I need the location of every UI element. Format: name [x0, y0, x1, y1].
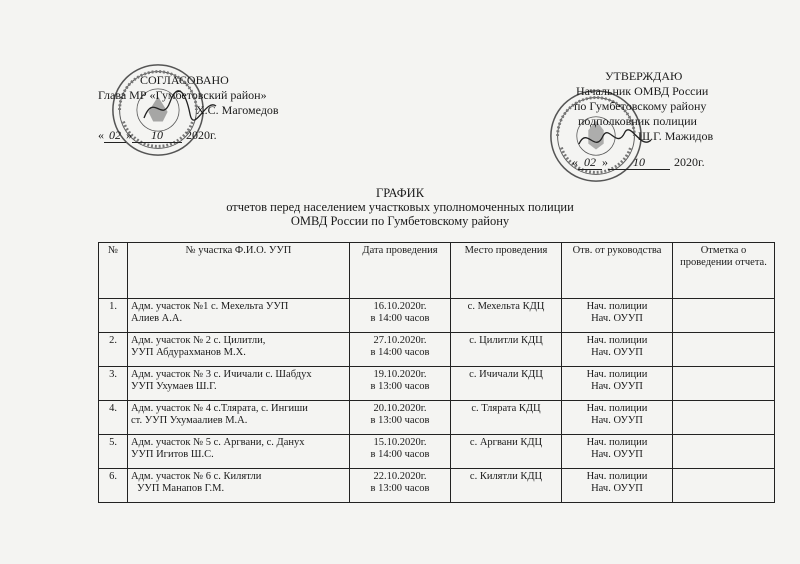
resp-line-1: Нач. полиции	[586, 403, 648, 414]
header-mark: Отметка о проведении отчета.	[673, 243, 775, 299]
date-year: 2020г.	[674, 155, 705, 169]
officer-line: ст. УУП Ухумаалиев М.А.	[131, 415, 248, 426]
row-date	[350, 435, 451, 469]
row-mark	[673, 469, 775, 503]
title-heading: ГРАФИК	[375, 186, 425, 200]
quote-open: «	[98, 128, 104, 142]
date-month: 10	[608, 155, 670, 170]
resp-line-1: Нач. полиции	[586, 437, 648, 448]
row-number: 1.	[99, 299, 128, 333]
time-line: в 13:00 часов	[370, 415, 430, 426]
title-department: ОМВД России по Гумбетовскому району	[290, 214, 510, 228]
approval-right-rank: подполковник полиции	[578, 114, 697, 128]
time-line: в 14:00 часов	[370, 347, 430, 358]
row-responsible	[562, 299, 673, 333]
approval-right-name: Ш.Г. Мажидов	[638, 129, 714, 143]
district-line: Адм. участок № 3 с. Ичичали с. Шабдух	[131, 369, 312, 380]
document-title	[0, 186, 800, 228]
row-district-officer	[128, 469, 350, 503]
resp-line-1: Нач. полиции	[586, 301, 648, 312]
row-number: 6.	[99, 469, 128, 503]
approval-right-date	[572, 155, 705, 170]
row-district-officer	[128, 367, 350, 401]
table-row	[99, 469, 775, 503]
resp-line-2: Нач. ОУУП	[591, 483, 643, 494]
row-responsible	[562, 469, 673, 503]
row-district-officer	[128, 401, 350, 435]
quote-close: »	[602, 155, 608, 169]
row-responsible	[562, 367, 673, 401]
header-date: Дата проведения	[350, 243, 451, 299]
table-header-row	[99, 243, 775, 299]
approval-left-date	[98, 128, 217, 143]
row-mark	[673, 333, 775, 367]
district-line: Адм. участок № 6 с. Килятли	[131, 471, 262, 482]
quote-open: «	[572, 155, 578, 169]
resp-line-2: Нач. ОУУП	[591, 313, 643, 324]
row-responsible	[562, 401, 673, 435]
row-place: с. Килятли КДЦ	[451, 469, 562, 503]
officer-line: Алиев А.А.	[131, 313, 183, 324]
row-place: с. Аргвани КДЦ	[451, 435, 562, 469]
date-line: 20.10.2020г.	[373, 403, 427, 414]
row-responsible	[562, 435, 673, 469]
header-responsible: Отв. от руководства	[562, 243, 673, 299]
table-row	[99, 435, 775, 469]
row-date	[350, 299, 451, 333]
approval-left-heading: СОГЛАСОВАНО	[140, 73, 229, 87]
date-line: 19.10.2020г.	[373, 369, 427, 380]
schedule-table	[98, 242, 775, 503]
header-number: №	[99, 243, 128, 299]
approval-left-position: Глава МР «Гумбетовский район»	[98, 88, 267, 102]
district-line: Адм. участок № 2 с. Цилитли,	[131, 335, 266, 346]
header-district-officer: № участка Ф.И.О. УУП	[128, 243, 350, 299]
row-place: с. Тлярата КДЦ	[451, 401, 562, 435]
row-district-officer	[128, 299, 350, 333]
row-responsible	[562, 333, 673, 367]
table-row	[99, 401, 775, 435]
district-line: Адм. участок №1 с. Мехельта УУП	[131, 301, 289, 312]
row-number: 3.	[99, 367, 128, 401]
row-mark	[673, 299, 775, 333]
date-line: 15.10.2020г.	[373, 437, 427, 448]
row-number: 4.	[99, 401, 128, 435]
time-line: в 13:00 часов	[370, 483, 430, 494]
time-line: в 14:00 часов	[370, 449, 430, 460]
row-number: 5.	[99, 435, 128, 469]
date-month: 10	[132, 128, 182, 143]
officer-line: УУП Игитов Ш.С.	[131, 449, 214, 460]
row-mark	[673, 435, 775, 469]
title-subtitle: отчетов перед населением участковых уполномоченных полиции	[226, 200, 574, 214]
officer-line: УУП Ухумаев Ш.Г.	[131, 381, 217, 392]
row-date	[350, 401, 451, 435]
time-line: в 13:00 часов	[370, 381, 430, 392]
district-line: Адм. участок № 5 с. Аргвани, с. Данух	[131, 437, 305, 448]
row-district-officer	[128, 435, 350, 469]
resp-line-2: Нач. ОУУП	[591, 449, 643, 460]
date-day: 02	[104, 128, 126, 143]
approval-left-name: Х.С. Магомедов	[196, 103, 279, 117]
date-line: 27.10.2020г.	[373, 335, 427, 346]
header-place: Место проведения	[451, 243, 562, 299]
resp-line-2: Нач. ОУУП	[591, 347, 643, 358]
officer-line: УУП Манапов Г.М.	[137, 483, 225, 494]
row-date	[350, 367, 451, 401]
table-row	[99, 333, 775, 367]
resp-line-2: Нач. ОУУП	[591, 415, 643, 426]
row-date	[350, 469, 451, 503]
approval-right-department: по Гумбетовскому району	[574, 99, 707, 113]
resp-line-1: Нач. полиции	[586, 471, 648, 482]
table-row	[99, 367, 775, 401]
date-year: 2020г.	[186, 128, 217, 142]
row-place: с. Мехельта КДЦ	[451, 299, 562, 333]
approval-right-heading: УТВЕРЖДАЮ	[605, 69, 683, 83]
district-line: Адм. участок № 4 с.Тлярата, с. Ингиши	[131, 403, 308, 414]
table-row	[99, 299, 775, 333]
row-district-officer	[128, 333, 350, 367]
resp-line-1: Нач. полиции	[586, 369, 648, 380]
resp-line-2: Нач. ОУУП	[591, 381, 643, 392]
resp-line-1: Нач. полиции	[586, 335, 648, 346]
officer-line: УУП Абдурахманов М.Х.	[131, 347, 246, 358]
row-date	[350, 333, 451, 367]
time-line: в 14:00 часов	[370, 313, 430, 324]
date-line: 16.10.2020г.	[373, 301, 427, 312]
quote-close: »	[126, 128, 132, 142]
row-number: 2.	[99, 333, 128, 367]
row-place: с. Ичичали КДЦ	[451, 367, 562, 401]
row-mark	[673, 367, 775, 401]
date-line: 22.10.2020г.	[373, 471, 427, 482]
row-mark	[673, 401, 775, 435]
date-day: 02	[578, 155, 602, 170]
approval-right-position: Начальник ОМВД России	[576, 84, 709, 98]
row-place: с. Цилитли КДЦ	[451, 333, 562, 367]
